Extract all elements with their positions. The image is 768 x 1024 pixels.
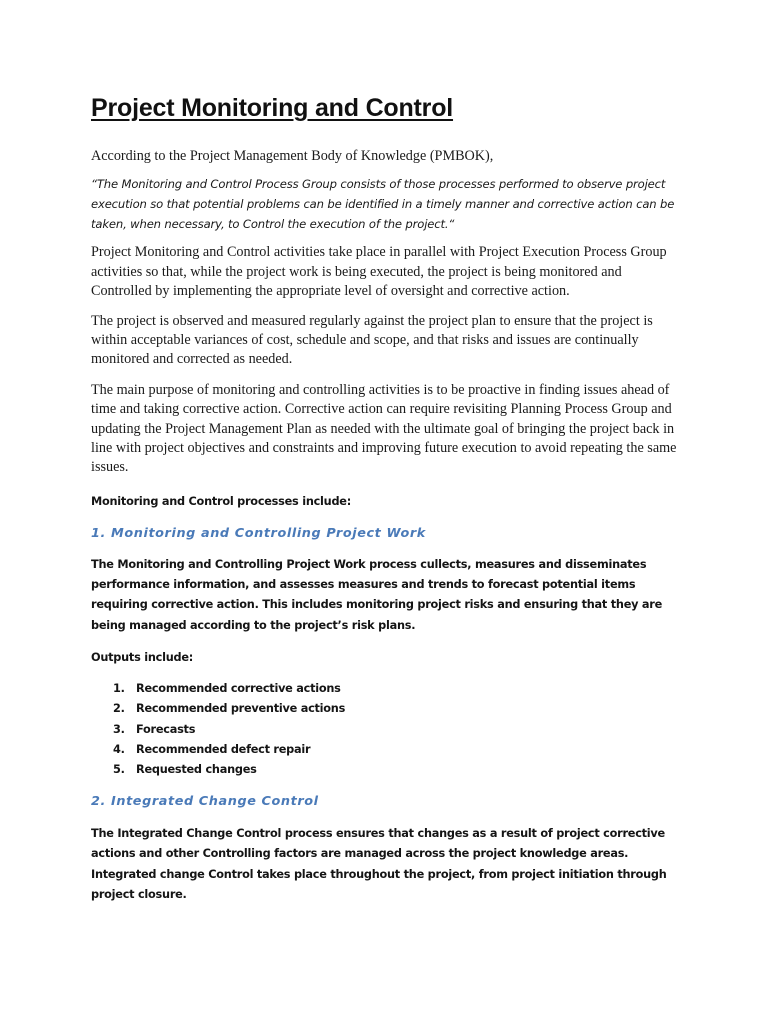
list-item <box>91 760 681 780</box>
list-item <box>91 720 681 740</box>
list-item-number: 2. <box>113 702 125 716</box>
list-item <box>91 699 681 719</box>
section1-body: The Monitoring and Controlling Project Work process cullects, measures and disseminates performance information, and assesses measures and trends to forecast potential items requiring corrective action. This includes monitoring project risks and ensuring that they are being managed according to the project’s risk plans. <box>91 558 663 632</box>
paragraph-main-purpose: The main purpose of monitoring and controlling activities is to be proactive in finding issues ahead of time and taking corrective action. Corrective action can require revisiting Planning Process Group and updating the Project Management Plan as needed with the ultimate goal of bringing the project back in line with project objectives and constraints and improving future execution to avoid repeating the same issues. <box>91 381 677 476</box>
outputs-list <box>91 679 681 780</box>
section-heading-monitoring-controlling: 1. Monitoring and Controlling Project Work <box>91 526 426 542</box>
outputs-label: Outputs include: <box>91 650 194 664</box>
processes-intro: Monitoring and Control processes include: <box>91 494 351 508</box>
list-item-number: 4. <box>113 742 125 756</box>
list-item-text: Forecasts <box>136 722 196 736</box>
section-heading-integrated-change-control: 2. Integrated Change Control <box>91 794 319 810</box>
list-item-text: Requested changes <box>136 762 257 776</box>
list-item-number: 1. <box>113 682 125 696</box>
paragraph-observed-measured: The project is observed and measured regularly against the project plan to ensure that the project is within acceptable variances of cost, schedule and scope, and that risks and issues are continually monitored and corrected as needed. <box>91 312 653 368</box>
list-item <box>91 740 681 760</box>
intro-paragraph: According to the Project Management Body of Knowledge (PMBOK), <box>91 148 494 164</box>
list-item-text: Recommended defect repair <box>136 742 311 756</box>
list-item-number: 3. <box>113 722 125 736</box>
list-item <box>91 679 681 699</box>
pmbok-quote: “The Monitoring and Control Process Group consists of those processes performed to observe project execution so that potential problems can be identified in a timely manner and corrective action can be taken, when necessary, to Control the execution of the project.“ <box>91 177 675 232</box>
list-item-number: 5. <box>113 762 125 776</box>
page-title: Project Monitoring and Control <box>91 94 454 122</box>
document-page <box>91 92 681 905</box>
section2-body: The Integrated Change Control process ensures that changes as a result of project corrective actions and other Controlling factors are managed across the project knowledge areas. Integrated change Control takes place throughout the project, from project initiation through project closure. <box>91 827 667 901</box>
list-item-text: Recommended corrective actions <box>136 682 341 696</box>
paragraph-parallel-activities: Project Monitoring and Control activities take place in parallel with Project Execution Process Group activities so that, while the project work is being executed, the project is being monitored and Controlled by implementing the appropriate level of oversight and corrective action. <box>91 244 667 300</box>
list-item-text: Recommended preventive actions <box>136 702 346 716</box>
